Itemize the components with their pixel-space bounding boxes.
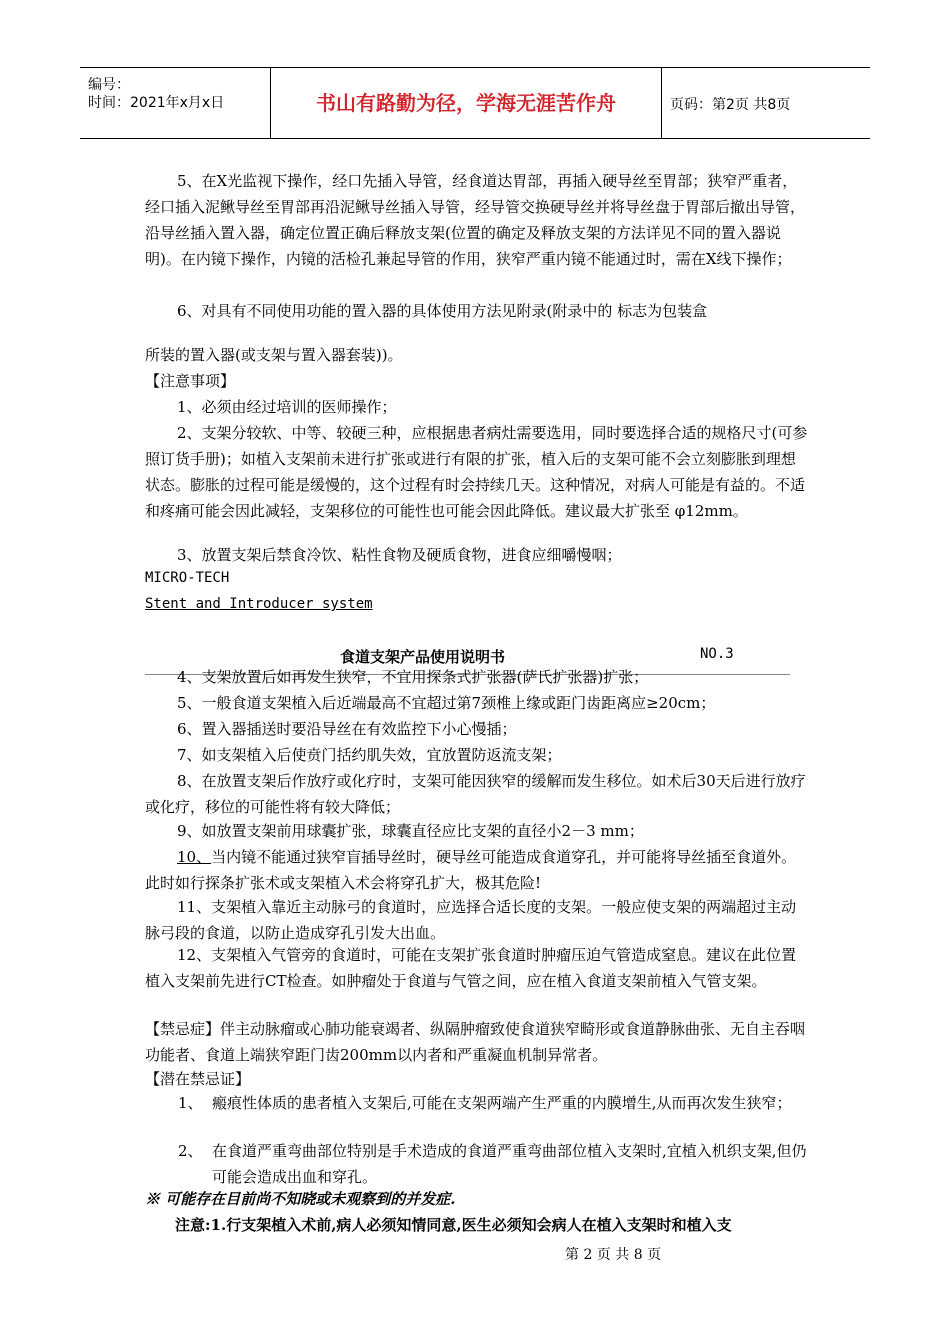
- complication-warning: ※ 可能存在目前尚不知晓或未观察到的并发症.: [145, 1190, 456, 1208]
- potential-item-2-text: 在食道严重弯曲部位特别是手术造成的食道严重弯曲部位植入支架时,宜植入机织支架,但仍可能会造成出血和穿孔。: [212, 1142, 807, 1186]
- company-name: MICRO-TECH: [145, 570, 230, 586]
- step-6-line1: 6、对具有不同使用功能的置入器的具体使用方法见附录(附录中的 标志为包装盒: [177, 302, 708, 320]
- notice-11: 11、支架植入靠近主动脉弓的食道时，应选择合适长度的支架。一般应使支架的两端超过主动脉弓段的食道，以防止造成穿孔引发大出血。: [145, 898, 797, 942]
- notice-8: 8、在放置支架后作放疗或化疗时，支架可能因狭窄的缓解而发生移位。如术后30天后进行放疗或化疗，移位的可能性将有较大降低；: [145, 772, 806, 816]
- notice-7: 7、如支架植入后使贲门括约肌失效，宜放置防返流支架；: [177, 746, 562, 764]
- doc-title: 食道支架产品使用说明书: [340, 648, 506, 666]
- page-footer: 第 2 页 共 8 页: [565, 1247, 662, 1263]
- notice-3: 3、放置支架后禁食冷饮、粘性食物及硬质食物，进食应细嚼慢咽；: [177, 546, 622, 564]
- doc-number: NO.3: [700, 646, 734, 662]
- number-label: 编号：: [88, 77, 130, 93]
- date-line: 时间：2021年x月x日: [88, 95, 225, 111]
- notice-4: 4、支架放置后如再发生狭窄，不宜用探条式扩张器(萨氏扩张器)扩张；: [177, 668, 649, 686]
- potential-item-2-number: 2、: [178, 1142, 203, 1160]
- product-line: Stent and Introducer system: [145, 596, 373, 612]
- notice-9: 9、如放置支架前用球囊扩张，球囊直径应比支架的直径小2－3 mm；: [177, 822, 644, 840]
- potential-item-1-number: 1、: [178, 1094, 203, 1112]
- notice-10-text: 当内镜不能通过狭窄盲插导丝时，硬导丝可能造成食道穿孔，并可能将导丝插至食道外。此时如行探条扩张术或支架植入术会将穿孔扩大，极其危险!: [145, 848, 797, 892]
- step-6-line2: 所装的置入器(或支架与置入器套装))。: [145, 346, 403, 364]
- header-table: [80, 67, 870, 139]
- notice-1: 1、必须由经过培训的医师操作；: [177, 398, 397, 416]
- header-meta-cell: [80, 68, 271, 138]
- notice-2: 2、支架分较软、中等、较硬三种，应根据患者病灶需要选用，同时要选择合适的规格尺寸(可参照订货手册)；如植入支架前未进行扩张或进行有限的扩张，植入后的支架可能不会立刻膨胀到理想状态。膨胀的过程可能是缓慢的，这个过程有时会持续几天。这种情况，对病人可能是有益的。不适和疼痛可能会因此减轻，支架移位的可能性也可能会因此降低。建议最大扩张至 φ12mm。: [145, 424, 808, 520]
- notice-10-number: 10、: [177, 848, 212, 866]
- potential-item-1-text: 瘢痕性体质的患者植入支架后,可能在支架两端产生严重的内膜增生,从而再次发生狭窄；: [212, 1094, 792, 1112]
- contraindications: 【禁忌症】伴主动脉瘤或心肺功能衰竭者、纵隔肿瘤致使食道狭窄畸形或食道静脉曲张、无自主吞咽功能者、食道上端狭窄距门齿200mm以内者和严重凝血机制异常者。: [145, 1020, 806, 1064]
- step-5: 5、在X光监视下操作，经口先插入导管，经食道达胃部，再插入硬导丝至胃部；狭窄严重者，经口插入泥鳅导丝至胃部再沿泥鳅导丝插入导管，经导管交换硬导丝并将导丝盘于胃部后撤出导管，沿导丝插入置入器，确定位置正确后释放支架(位置的确定及释放支架的方法详见不同的置入器说明)。在内镜下操作，内镜的活检孔兼起导管的作用，狭窄严重内镜不能通过时，需在X线下操作；: [145, 172, 806, 268]
- notice-6: 6、置入器插送时要沿导丝在有效监控下小心慢插；: [177, 720, 517, 738]
- notice-10: [145, 844, 810, 896]
- header-page-info: 页码：第2页 共8页: [670, 97, 791, 113]
- consent-note: 注意:1.行支架植入术前,病人必须知情同意,医生必须知会病人在植入支架时和植入支: [175, 1216, 732, 1234]
- notice-5: 5、一般食道支架植入后近端最高不宜超过第7颈椎上缘或距门齿距离应≥20cm；: [177, 694, 716, 712]
- notice-12: 12、支架植入气管旁的食道时，可能在支架扩张食道时肿瘤压迫气管造成窒息。建议在此位置植入支架前先进行CT检查。如肿瘤处于食道与气管之间，应在植入食道支架前植入气管支架。: [145, 946, 797, 990]
- potential-heading: 【潜在禁忌证】: [145, 1070, 251, 1088]
- notice-heading: 【注意事项】: [145, 372, 236, 390]
- header-motto: 书山有路勤为径，学海无涯苦作舟: [271, 68, 662, 138]
